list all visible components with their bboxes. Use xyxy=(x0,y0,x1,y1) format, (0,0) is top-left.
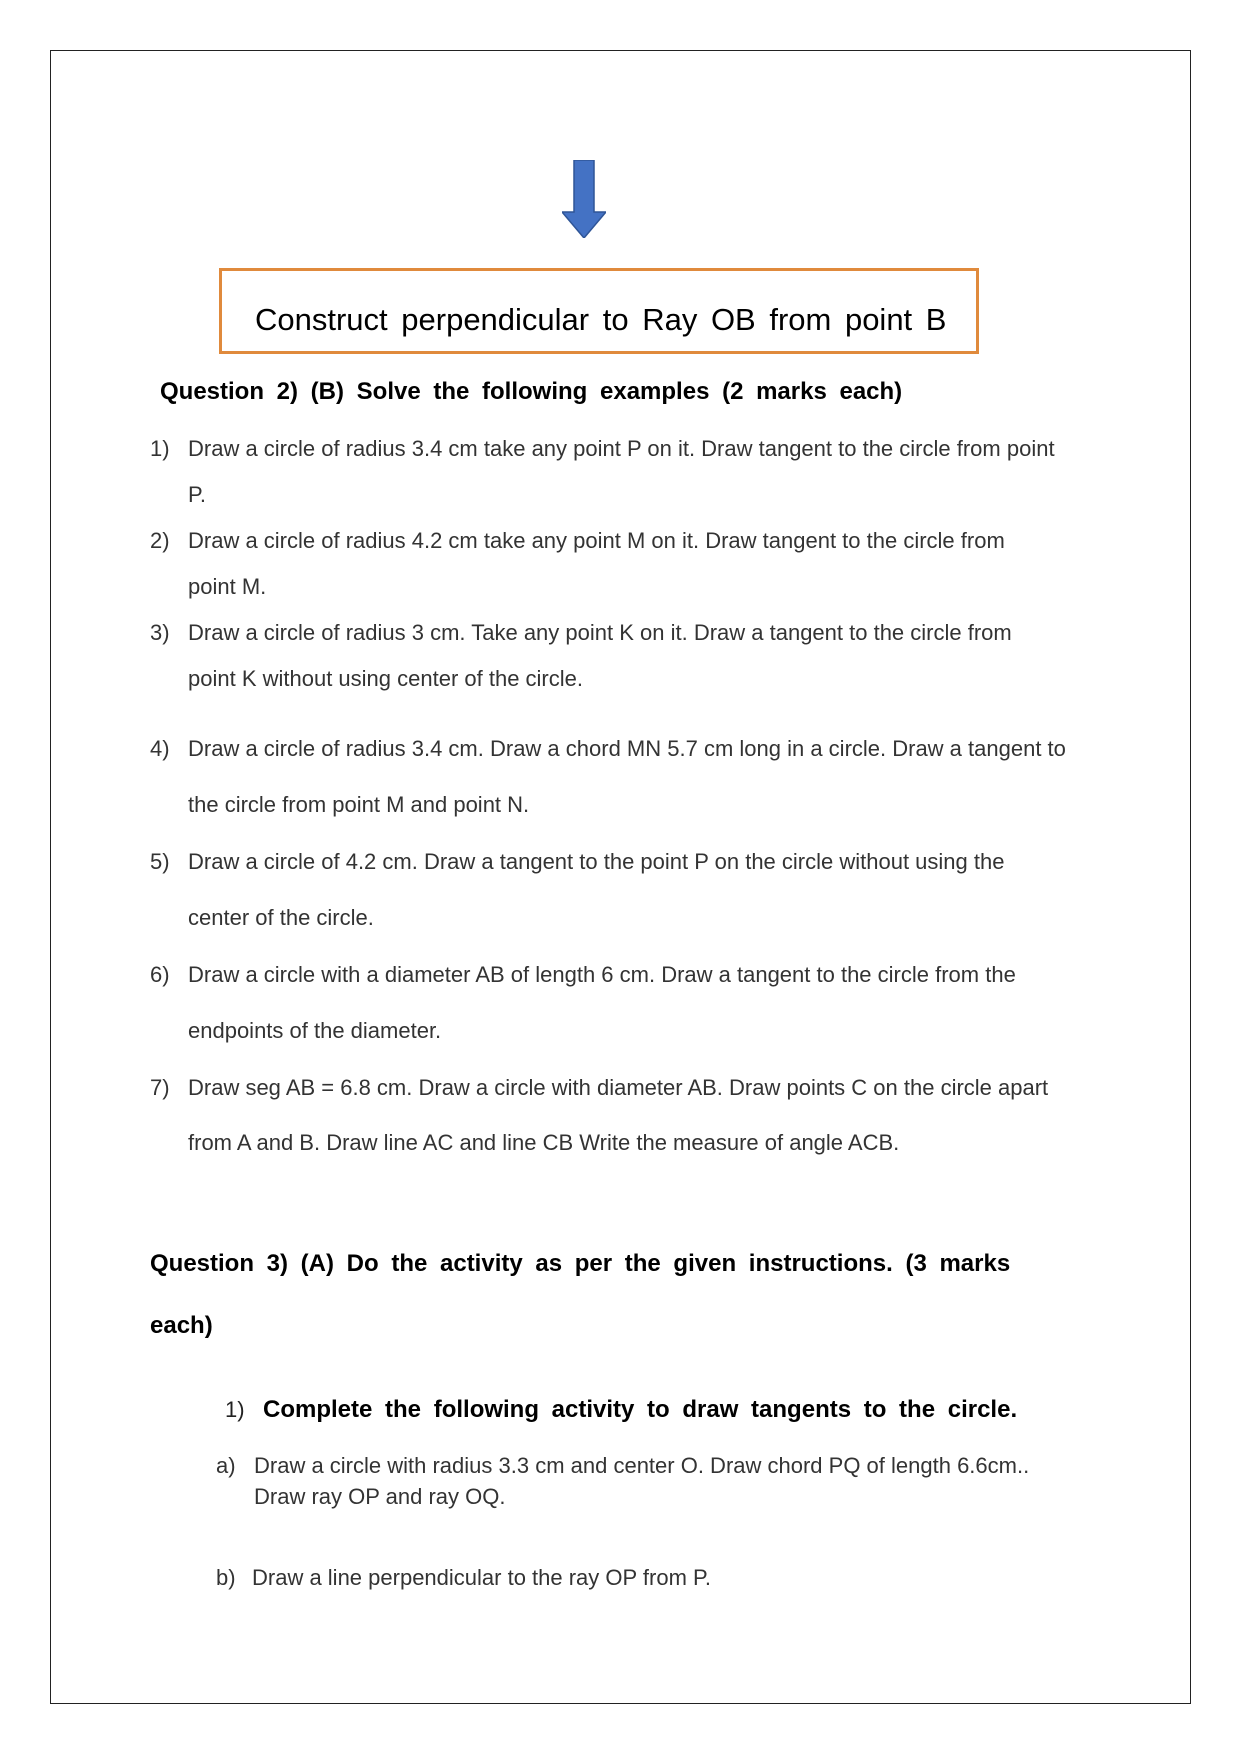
item-text-line2: endpoints of the diameter. xyxy=(188,1018,442,1043)
item-text-line2: the circle from point M and point N. xyxy=(188,792,530,817)
activity-heading xyxy=(225,1396,1017,1424)
item-number: 7) xyxy=(150,1075,170,1100)
item-number: 2) xyxy=(150,528,170,553)
part-text-line1: Draw a circle with radius 3.3 cm and center O. Draw chord PQ of length 6.6cm.. xyxy=(254,1453,1030,1478)
item-number: 6) xyxy=(150,962,170,987)
question-2-heading: Question 2) (B) Solve the following examples (2 marks each) xyxy=(160,378,903,405)
activity-title: Complete the following activity to draw tangents to the circle. xyxy=(263,1396,1018,1423)
item-number: 1) xyxy=(150,436,170,461)
question-3-heading-continued: each) xyxy=(150,1312,213,1339)
item-text-line1: Draw a circle of 4.2 cm. Draw a tangent to the point P on the circle without using the xyxy=(188,849,1005,874)
item-text-line1: Draw a circle of radius 4.2 cm take any point M on it. Draw tangent to the circle from xyxy=(188,528,1005,553)
part-label: a) xyxy=(216,1453,236,1478)
activity-number: 1) xyxy=(225,1397,245,1422)
item-text-line1: Draw a circle of radius 3.4 cm. Draw a chord MN 5.7 cm long in a circle. Draw a tangent to xyxy=(188,736,1066,761)
item-text-line2: point K without using center of the circle. xyxy=(188,666,583,691)
item-number: 4) xyxy=(150,736,170,761)
item-text-line2: P. xyxy=(188,482,206,507)
item-text-line1: Draw a circle of radius 3.4 cm take any point P on it. Draw tangent to the circle from point xyxy=(188,436,1055,461)
part-label: b) xyxy=(216,1565,236,1590)
item-text-line2: point M. xyxy=(188,574,267,599)
item-number: 5) xyxy=(150,849,170,874)
item-text-line1: Draw a circle with a diameter AB of length 6 cm. Draw a tangent to the circle from the xyxy=(188,962,1016,987)
item-text-line1: Draw a circle of radius 3 cm. Take any point K on it. Draw a tangent to the circle from xyxy=(188,620,1012,645)
item-number: 3) xyxy=(150,620,170,645)
item-text-line2: center of the circle. xyxy=(188,905,374,930)
item-text-line1: Draw seg AB = 6.8 cm. Draw a circle with diameter AB. Draw points C on the circle apart xyxy=(188,1075,1049,1100)
down-arrow-icon xyxy=(562,160,606,238)
question-3-heading: Question 3) (A) Do the activity as per the given instructions. (3 marks xyxy=(150,1250,1011,1277)
item-text-line2: from A and B. Draw line AC and line CB Write the measure of angle ACB. xyxy=(188,1130,900,1155)
construction-step-text: Construct perpendicular to Ray OB from point B xyxy=(255,302,947,337)
part-text-line1: Draw a line perpendicular to the ray OP from P. xyxy=(252,1565,711,1590)
part-text-line2: Draw ray OP and ray OQ. xyxy=(254,1484,506,1509)
